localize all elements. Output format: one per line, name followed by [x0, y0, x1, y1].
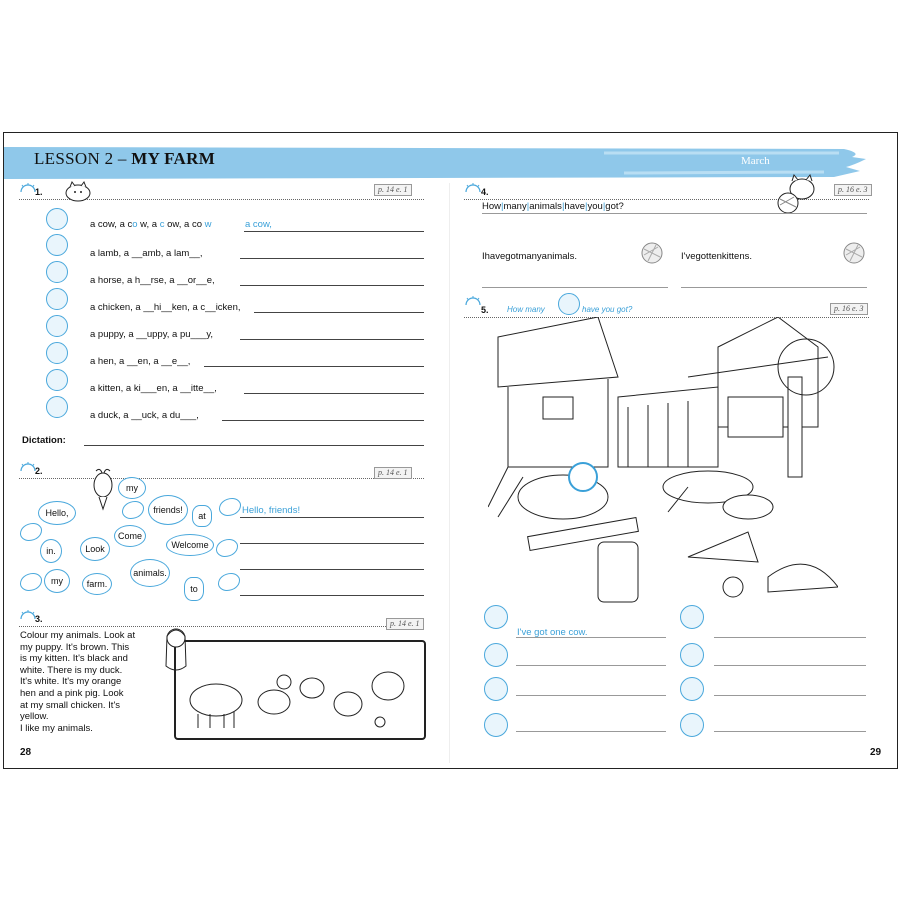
ex1-row-horse: a horse, a h__rse, a __or__e,	[90, 275, 215, 286]
ex4-answer-2: I'vegottenkittens.	[681, 251, 752, 262]
ex3-line: is my kitten. It's black and	[20, 653, 128, 665]
ex1-row-hen: a hen, a __en, a __e__,	[90, 356, 191, 367]
month-label: March	[741, 155, 770, 167]
answer-line[interactable]	[204, 366, 424, 367]
leaf-icon	[216, 539, 238, 557]
farm-animals-drawing	[176, 642, 420, 734]
exercise-2-ref: p. 14 e. 1	[374, 467, 412, 479]
ex1-row-duck: a duck, a __uck, a du___,	[90, 410, 199, 421]
hen-icon	[680, 677, 704, 701]
sun-icon	[464, 296, 482, 305]
girl-icon	[164, 626, 188, 684]
duck-icon	[46, 396, 68, 418]
ex3-line: my puppy. It's brown. This	[20, 641, 130, 653]
ex1-row-cow	[90, 219, 212, 230]
ex5-prompt-1: How many	[507, 305, 545, 314]
page-gutter	[449, 183, 450, 763]
word-bubble[interactable]: friends!	[148, 495, 188, 525]
answer-line[interactable]	[240, 569, 424, 570]
hen-icon	[46, 342, 68, 364]
exercise-3-number: 3.	[35, 614, 43, 624]
answer-line[interactable]	[714, 665, 866, 666]
answer-line[interactable]	[240, 339, 424, 340]
page-number-right: 29	[870, 747, 882, 758]
kitten-yarn-icon	[772, 171, 822, 215]
ex4-answer-1: Ihavegotmanyanimals.	[482, 251, 578, 262]
cat-icon	[680, 643, 704, 667]
exercise-1-number: 1.	[35, 187, 43, 197]
ex3-line: hen and a pink pig. Look	[20, 687, 124, 699]
leaf-icon	[20, 523, 42, 541]
word-bubble[interactable]: at	[192, 505, 212, 527]
answer-line[interactable]	[240, 595, 424, 596]
chick-icon	[680, 713, 704, 737]
lesson-prefix: LESSON 2 –	[34, 149, 132, 168]
ex4-sentence: How|many|animals|have|you|got?	[482, 201, 624, 212]
animal-placeholder-icon	[558, 293, 580, 315]
page-number-left: 28	[20, 747, 32, 758]
cow-icon	[46, 208, 68, 230]
ex1-row-text: a cow, a c	[90, 219, 133, 230]
answer-line[interactable]	[240, 285, 424, 286]
word-bubble[interactable]: in.	[40, 539, 62, 563]
cow-icon	[484, 605, 508, 629]
chicken-icon	[46, 288, 68, 310]
ex4-word: How	[482, 201, 502, 212]
answer-line[interactable]	[714, 731, 866, 732]
exercise-2-number: 2.	[35, 466, 43, 476]
lesson-name: MY FARM	[131, 149, 216, 168]
ex5-prompt-2: have you got?	[582, 305, 633, 314]
ex3-line: yellow.	[20, 711, 49, 723]
ex1-row-text: ow, a co	[164, 219, 205, 230]
ex4-word: have	[564, 201, 586, 212]
exercise-2-rule	[19, 478, 424, 479]
ex1-row-puppy: a puppy, a __uppy, a pu___y,	[90, 329, 214, 340]
answer-line[interactable]	[681, 287, 867, 288]
word-bubble[interactable]: to	[184, 577, 204, 601]
answer-line[interactable]	[482, 213, 867, 214]
answer-line[interactable]	[482, 287, 668, 288]
answer-line[interactable]	[240, 517, 424, 518]
leaf-icon	[20, 573, 42, 591]
goat-icon	[484, 643, 508, 667]
word-bubble[interactable]: my	[118, 477, 146, 499]
answer-line[interactable]	[240, 258, 424, 259]
answer-line[interactable]	[240, 543, 424, 544]
answer-line[interactable]	[516, 731, 666, 732]
ex2-answer[interactable]: Hello, friends!	[242, 505, 301, 516]
horse-icon	[680, 605, 704, 629]
ex1-row-chicken: a chicken, a __hi__ken, a c__icken,	[90, 302, 241, 313]
lamb-icon	[46, 234, 68, 256]
cat-icon	[62, 181, 94, 203]
word-bubble[interactable]: Welcome	[166, 534, 214, 556]
ex3-line: Colour my animals. Look at	[20, 630, 136, 641]
duck-icon	[484, 713, 508, 737]
exercise-3-rule	[19, 626, 424, 627]
ex4-word: many	[503, 201, 527, 212]
ex3-coloring-frame[interactable]	[174, 640, 426, 740]
yarn-ball-icon	[640, 241, 664, 265]
ex3-line: at my small chicken. It's	[20, 699, 121, 711]
word-bubble[interactable]: animals.	[130, 559, 170, 587]
ex1-row-text: w, a	[137, 219, 160, 230]
ex3-line: It's white. It's my orange	[20, 676, 122, 688]
answer-line[interactable]	[516, 695, 666, 696]
lesson-title	[34, 149, 215, 169]
leaf-icon	[122, 501, 144, 519]
ex1-answer[interactable]: a cow,	[245, 219, 272, 230]
ex1-blank: o	[132, 219, 138, 230]
ex3-line: white. There is my duck.	[20, 664, 123, 676]
chicken-icon	[484, 677, 508, 701]
leaf-icon	[219, 498, 241, 516]
exercise-4-number: 4.	[481, 187, 489, 197]
dictation-label: Dictation:	[22, 435, 66, 446]
word-bubble[interactable]: Look	[80, 537, 110, 561]
leaf-icon	[218, 573, 240, 591]
ex1-row-lamb: a lamb, a __amb, a lam__,	[90, 248, 203, 259]
answer-line[interactable]	[244, 393, 424, 394]
ex5-answer[interactable]: I've got one cow.	[517, 627, 588, 638]
puppy-icon	[46, 315, 68, 337]
sun-icon	[464, 183, 482, 192]
answer-line[interactable]	[516, 637, 666, 638]
exercise-4-ref: p. 16 e. 3	[834, 184, 872, 196]
answer-line[interactable]	[222, 420, 424, 421]
word-bubble[interactable]: my	[44, 569, 70, 593]
ex1-row-kitten: a kitten, a ki___en, a __itte__,	[90, 383, 217, 394]
horse-icon	[46, 261, 68, 283]
goat-icon	[88, 467, 118, 511]
word-bubble[interactable]: Hello,	[38, 501, 76, 525]
answer-line[interactable]	[516, 665, 666, 666]
exercise-5-number: 5.	[481, 305, 489, 315]
answer-line[interactable]	[244, 231, 424, 232]
exercise-5-ref: p. 16 e. 3	[830, 303, 868, 315]
yarn-ball-icon	[842, 241, 866, 265]
answer-line[interactable]	[254, 312, 424, 313]
dictation-line[interactable]	[84, 445, 424, 446]
lesson-banner	[4, 147, 897, 181]
answer-line[interactable]	[714, 637, 866, 638]
ex3-line: I like my animals.	[20, 722, 93, 734]
answer-line[interactable]	[714, 695, 866, 696]
ex4-word: animals	[529, 201, 562, 212]
ex1-blank: w	[204, 219, 212, 230]
ex1-blank: c	[159, 219, 165, 230]
kitten-icon	[46, 369, 68, 391]
ex3-text	[20, 630, 172, 734]
exercise-1-ref: p. 14 e. 1	[374, 184, 412, 196]
word-bubble[interactable]: farm.	[82, 573, 112, 595]
ex4-word: got?	[605, 201, 624, 212]
workbook-spread	[3, 132, 898, 769]
ex4-word: you	[587, 201, 603, 212]
farm-scene-illustration	[488, 317, 838, 607]
exercise-3-ref: p. 14 e. 1	[386, 618, 424, 630]
word-bubble[interactable]: Come	[114, 525, 146, 547]
